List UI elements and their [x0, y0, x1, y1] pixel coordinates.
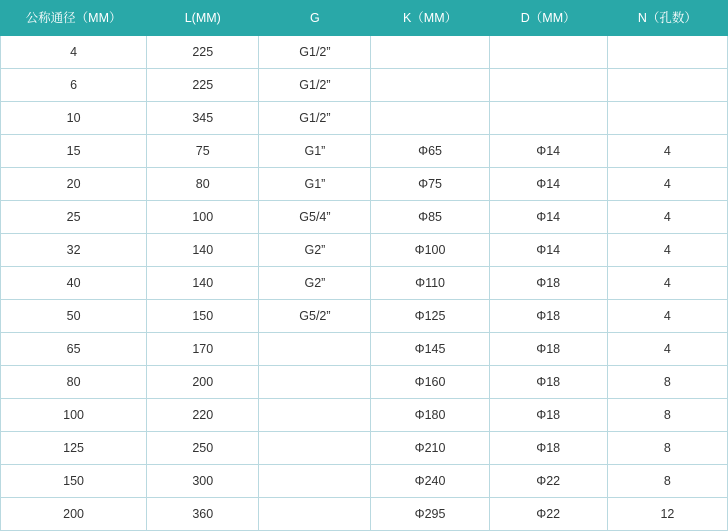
table-row: [1, 201, 728, 234]
cell-d: [489, 36, 607, 69]
cell-length: 140: [147, 234, 259, 267]
cell-hole-count: 8: [607, 366, 727, 399]
cell-k: [371, 69, 489, 102]
cell-nominal-diameter: 50: [1, 300, 147, 333]
cell-nominal-diameter: 100: [1, 399, 147, 432]
table-row: [1, 267, 728, 300]
column-header-d: D（MM）: [489, 1, 607, 36]
table-row: [1, 498, 728, 531]
cell-thread: G1/2”: [259, 102, 371, 135]
cell-d: [489, 69, 607, 102]
cell-length: 225: [147, 36, 259, 69]
cell-d: Φ18: [489, 267, 607, 300]
cell-nominal-diameter: 15: [1, 135, 147, 168]
cell-hole-count: 4: [607, 135, 727, 168]
table-body: [1, 36, 728, 531]
cell-length: 200: [147, 366, 259, 399]
cell-hole-count: 4: [607, 267, 727, 300]
cell-hole-count: 8: [607, 399, 727, 432]
column-header-k: K（MM）: [371, 1, 489, 36]
cell-k: Φ85: [371, 201, 489, 234]
cell-k: Φ145: [371, 333, 489, 366]
cell-thread: G5/2”: [259, 300, 371, 333]
cell-k: Φ295: [371, 498, 489, 531]
column-header-thread: G: [259, 1, 371, 36]
table-row: [1, 465, 728, 498]
cell-hole-count: [607, 102, 727, 135]
cell-nominal-diameter: 200: [1, 498, 147, 531]
cell-thread: G1”: [259, 168, 371, 201]
cell-nominal-diameter: 32: [1, 234, 147, 267]
cell-k: Φ160: [371, 366, 489, 399]
cell-thread: G2”: [259, 267, 371, 300]
cell-nominal-diameter: 20: [1, 168, 147, 201]
table-row: [1, 432, 728, 465]
cell-thread: G1/2”: [259, 36, 371, 69]
cell-length: 140: [147, 267, 259, 300]
cell-d: Φ18: [489, 333, 607, 366]
cell-hole-count: [607, 69, 727, 102]
cell-nominal-diameter: 25: [1, 201, 147, 234]
cell-nominal-diameter: 40: [1, 267, 147, 300]
cell-thread: G1/2”: [259, 69, 371, 102]
cell-hole-count: 4: [607, 168, 727, 201]
cell-nominal-diameter: 6: [1, 69, 147, 102]
table-header-row: [1, 1, 728, 36]
cell-hole-count: 8: [607, 465, 727, 498]
cell-length: 225: [147, 69, 259, 102]
table-row: [1, 234, 728, 267]
cell-nominal-diameter: 65: [1, 333, 147, 366]
cell-k: Φ100: [371, 234, 489, 267]
cell-length: 150: [147, 300, 259, 333]
cell-length: 100: [147, 201, 259, 234]
cell-length: 250: [147, 432, 259, 465]
cell-k: Φ75: [371, 168, 489, 201]
table-row: [1, 102, 728, 135]
cell-d: [489, 102, 607, 135]
cell-nominal-diameter: 10: [1, 102, 147, 135]
cell-k: Φ240: [371, 465, 489, 498]
cell-d: Φ14: [489, 201, 607, 234]
table-row: [1, 399, 728, 432]
cell-d: Φ22: [489, 498, 607, 531]
cell-length: 75: [147, 135, 259, 168]
cell-length: 170: [147, 333, 259, 366]
table-row: [1, 69, 728, 102]
cell-length: 345: [147, 102, 259, 135]
cell-thread: [259, 333, 371, 366]
table-row: [1, 333, 728, 366]
cell-k: Φ180: [371, 399, 489, 432]
cell-nominal-diameter: 80: [1, 366, 147, 399]
cell-d: Φ18: [489, 300, 607, 333]
cell-hole-count: [607, 36, 727, 69]
column-header-hole-count: N（孔数）: [607, 1, 727, 36]
cell-d: Φ18: [489, 432, 607, 465]
table-row: [1, 300, 728, 333]
cell-thread: [259, 366, 371, 399]
cell-k: Φ210: [371, 432, 489, 465]
table-row: [1, 36, 728, 69]
cell-length: 360: [147, 498, 259, 531]
cell-nominal-diameter: 150: [1, 465, 147, 498]
column-header-length: L(MM): [147, 1, 259, 36]
cell-hole-count: 4: [607, 234, 727, 267]
cell-d: Φ14: [489, 135, 607, 168]
cell-hole-count: 4: [607, 333, 727, 366]
cell-length: 80: [147, 168, 259, 201]
cell-length: 300: [147, 465, 259, 498]
cell-thread: [259, 465, 371, 498]
cell-thread: [259, 498, 371, 531]
cell-d: Φ22: [489, 465, 607, 498]
table-row: [1, 366, 728, 399]
cell-nominal-diameter: 125: [1, 432, 147, 465]
table-header: [1, 1, 728, 36]
table-row: [1, 168, 728, 201]
cell-nominal-diameter: 4: [1, 36, 147, 69]
cell-thread: [259, 399, 371, 432]
cell-k: [371, 102, 489, 135]
cell-k: Φ110: [371, 267, 489, 300]
table-row: [1, 135, 728, 168]
cell-k: Φ125: [371, 300, 489, 333]
cell-k: [371, 36, 489, 69]
cell-length: 220: [147, 399, 259, 432]
cell-d: Φ18: [489, 366, 607, 399]
cell-thread: G1”: [259, 135, 371, 168]
cell-d: Φ18: [489, 399, 607, 432]
cell-d: Φ14: [489, 234, 607, 267]
cell-thread: [259, 432, 371, 465]
cell-hole-count: 4: [607, 300, 727, 333]
column-header-nominal-diameter: 公称通径（MM）: [1, 1, 147, 36]
cell-hole-count: 12: [607, 498, 727, 531]
cell-thread: G5/4”: [259, 201, 371, 234]
cell-d: Φ14: [489, 168, 607, 201]
cell-k: Φ65: [371, 135, 489, 168]
cell-thread: G2”: [259, 234, 371, 267]
cell-hole-count: 8: [607, 432, 727, 465]
cell-hole-count: 4: [607, 201, 727, 234]
